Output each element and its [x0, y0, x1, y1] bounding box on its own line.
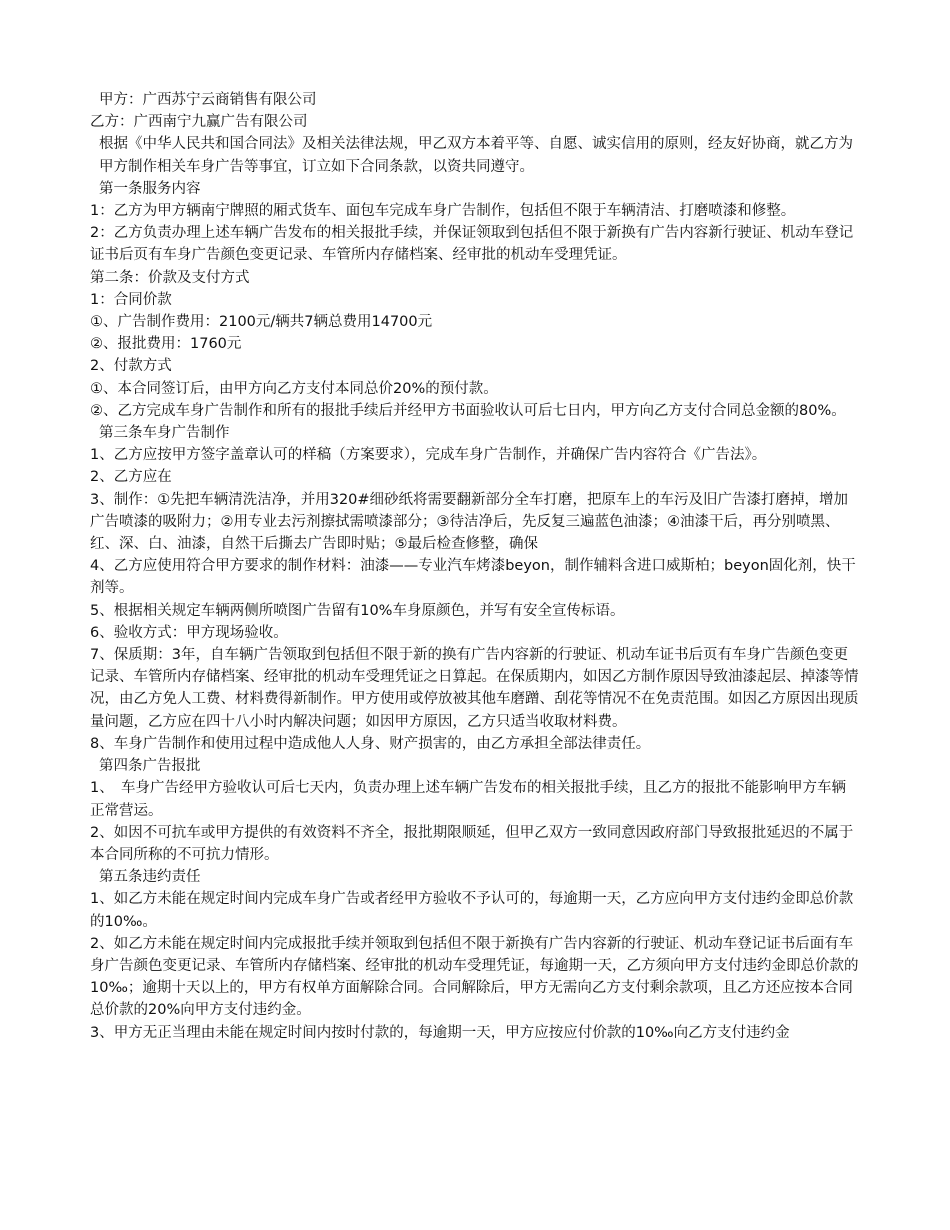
article2-title: 第二条：价款及支付方式 [90, 269, 250, 286]
article2-item: ②、报批费用：1760元 [90, 336, 242, 353]
article5-item: 2、如乙方未能在规定时间内完成报批手续并领取到包括但不限于新换有广告内容新的行驶证、机动车登记证书后面有车身广告颜色变更记录、车管所内存储档案、经审批的机动车受理凭证，每逾期一天，乙方须向甲方支付违约金即总价款的10‰；逾期十天以上的，甲方有权单方面解除合同。合同解除后，甲方无需向乙方支付剩余款项，且乙方还应按本合同总价款的20%向甲方支付违约金。 [90, 935, 859, 1019]
article3-item: 2、乙方应在 [90, 469, 172, 486]
article1-item: 1：乙方为甲方辆南宁牌照的厢式货车、面包车完成车身广告制作，包括但不限于车辆清洁、打磨喷漆和修整。 [90, 203, 796, 220]
article3-item: 6、验收方式：甲方现场验收。 [90, 624, 288, 641]
article3-item: 7、保质期：3年，自车辆广告领取到包括但不限于新的换有广告内容新的行驶证、机动车证书后页有车身广告颜色变更记录、车管所内存储档案、经审批的机动车受理凭证之日算起。在保质期内，如因乙方制作原因导致油漆起层、掉漆等情况，由乙方免人工费、材料费得新制作。甲方使用或停放被其他车磨蹭、刮花等情况不在免责范围。如因乙方原因出现质量问题，乙方应在四十八小时内解决问题；如因甲方原因，乙方只适当收取材料费。 [90, 647, 859, 730]
party-a: 甲方：广西苏宁云商销售有限公司 [99, 92, 317, 108]
article3-item: 8、车身广告制作和使用过程中造成他人人身、财产损害的，由乙方承担全部法律责任。 [90, 735, 651, 752]
article2-item: ①、本合同签订后，由甲方向乙方支付本同总价20%的预付款。 [90, 380, 498, 397]
preamble: 根据《中华人民共和国合同法》及相关法律法规，甲乙双方本着平等、自愿、诚实信用的原则，经友好协商，就乙方为甲方制作相关车身广告等事宜，订立如下合同条款，以资共同遵守。 [99, 136, 853, 175]
article3-item: 4、乙方应使用符合甲方要求的制作材料：油漆——专业汽车烤漆beyon，制作辅料含进口威斯柏；beyon固化剂，快干剂等。 [90, 558, 856, 597]
article3-item: 1、乙方应按甲方签字盖章认可的样稿（方案要求），完成车身广告制作，并确保广告内容符合《广告法》。 [90, 447, 767, 464]
article4-item: 2、如因不可抗车或甲方提供的有效资料不齐全，报批期限顺延，但甲乙双方一致同意因政府部门导致报批延迟的不属于本合同所称的不可抗力情形。 [90, 824, 854, 863]
article3-item: 3、制作：①先把车辆清洗洁净，并用320#细砂纸将需要翻新部分全车打磨，把原车上的车污及旧广告漆打磨掉，增加广告喷漆的吸附力；②用专业去污剂擦拭需喷漆部分；③待洁净后，先反复三遍蓝色油漆；④油漆干后，再分别喷黑、红、深、白、油漆，自然干后撕去广告即时贴；⑤最后检查修整，确保 [90, 491, 849, 553]
article1-item: 2：乙方负责办理上述车辆广告发布的相关报批手续，并保证领取到包括但不限于新换有广告内容新行驶证、机动车登记证书后页有车身广告颜色变更记录、车管所内存储档案、经审批的机动车受理凭证。 [90, 225, 854, 264]
article3-title: 第三条车身广告制作 [99, 425, 230, 442]
article1-title: 第一条服务内容 [99, 180, 201, 197]
article2-item: 1：合同价款 [90, 291, 172, 308]
article2-item: 2、付款方式 [90, 358, 172, 375]
article5-title: 第五条违约责任 [99, 869, 201, 886]
article5-item: 1、如乙方未能在规定时间内完成车身广告或者经甲方验收不予认可的，每逾期一天，乙方应向甲方支付违约金即总价款的10‰。 [90, 891, 854, 930]
party-b: 乙方：广西南宁九赢广告有限公司 [90, 114, 308, 131]
article3-item: 5、根据相关规定车辆两侧所喷图广告留有10%车身原颜色，并写有安全宣传标语。 [90, 602, 625, 619]
article2-item: ①、广告制作费用：2100元/辆共7辆总费用14700元 [90, 314, 433, 331]
article4-title: 第四条广告报批 [99, 758, 201, 775]
article2-item: ②、乙方完成车身广告制作和所有的报批手续后并经甲方书面验收认可后七日内，甲方向乙方支付合同总金额的80%。 [90, 402, 846, 419]
article4-item: 1、 车身广告经甲方验收认可后七天内，负责办理上述车辆广告发布的相关报批手续，且乙方的报批不能影响甲方车辆正常营运。 [90, 780, 846, 819]
contract-document [90, 89, 860, 1044]
article5-item: 3、甲方无正当理由未能在规定时间内按时付款的，每逾期一天，甲方应按应付价款的10‰向乙方支付违约金 [90, 1024, 790, 1041]
